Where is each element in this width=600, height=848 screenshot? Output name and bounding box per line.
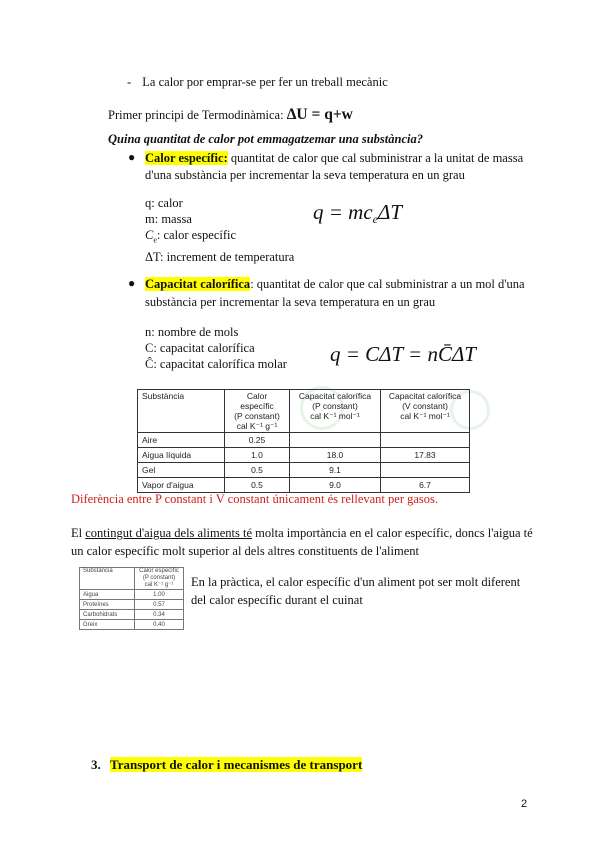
table-cell: Aigua líquida (138, 448, 225, 463)
table-row (80, 590, 184, 600)
table-cell: Carbohidrats (80, 610, 135, 620)
table-cell: 18.0 (290, 448, 381, 463)
table-row (80, 600, 184, 610)
dash-marker: - (127, 75, 132, 89)
specific-heat-variables (145, 195, 294, 265)
var-n: n: nombre de mols (145, 325, 239, 339)
table-cell: 0.34 (135, 610, 184, 620)
first-principle (108, 106, 353, 124)
section-number: 3. (91, 757, 101, 772)
practice-line-2: del calor específic durant el cuinat (191, 593, 363, 607)
heat-values-table (137, 389, 470, 493)
table-cell: 9.0 (290, 478, 381, 493)
var-ce-label: : calor específic (156, 228, 237, 242)
heat-capacity-variables (145, 324, 287, 372)
question-heading: Quina quantitat de calor pot emmagatzemar una substància? (108, 132, 423, 146)
table-row (138, 433, 470, 448)
specific-heat-term: Calor específic: (145, 151, 228, 165)
red-note: Diferència entre P constant i V constant únicament és rellevant per gasos. (71, 492, 439, 506)
table-header-cell: Capacitat calorífica (P constant) cal K⁻¹ mol⁻¹ (290, 390, 381, 433)
table-cell: Aire (138, 433, 225, 448)
specific-heat-definition (145, 150, 565, 184)
table-row (80, 610, 184, 620)
table-row (80, 620, 184, 630)
section-heading (91, 757, 362, 773)
table-cell: 0.40 (135, 620, 184, 630)
table-header-cell: Capacitat calorífica (V constant) cal K⁻¹ mol⁻¹ (381, 390, 470, 433)
table-cell: 0.5 (225, 478, 290, 493)
table-cell: 9.1 (290, 463, 381, 478)
ce-symbol: C (145, 228, 154, 242)
practice-text (191, 573, 531, 609)
section-title: Transport de calor i mecanismes de transport (110, 757, 363, 772)
table-cell (381, 463, 470, 478)
formula-main: q = mc (313, 200, 373, 224)
first-principle-equation: ΔU = q+w (286, 106, 353, 123)
water-text-underlined: contingut d'aigua dels aliments té (85, 526, 253, 540)
formula-subscript: e (372, 212, 378, 226)
water-text-2: molta importància en el calor específic (252, 526, 450, 540)
heat-values-table-container (137, 389, 470, 493)
bullet-icon: ● (128, 150, 136, 164)
specific-heat-formula (313, 200, 402, 227)
table-cell: 17.83 (381, 448, 470, 463)
table-cell: 0.25 (225, 433, 290, 448)
table-cell: Gel (138, 463, 225, 478)
table-cell: Proteïnes (80, 600, 135, 610)
var-delta-t: ΔT: increment de temperatura (145, 249, 295, 264)
formula-tail: ΔT (378, 200, 403, 224)
table-header-cell: Calor específic (P constant) cal K⁻¹ g⁻¹ (225, 390, 290, 433)
table-row (138, 448, 470, 463)
page-number: 2 (521, 798, 528, 810)
table-cell: Greix (80, 620, 135, 630)
table-row (138, 478, 470, 493)
table-cell: 0.5 (225, 463, 290, 478)
heat-capacity-formula: q = CΔT = nC̄ΔT (330, 342, 476, 366)
table-cell: 1.00 (135, 590, 184, 600)
table-cell: 0.57 (135, 600, 184, 610)
dash-item-text: La calor por emprar-se per fer un treball mecànic (142, 75, 388, 89)
water-text-line2: un calor específic molt superior al dels altres constituents de l'aliment (71, 544, 419, 558)
table-header-cell: Substància (80, 568, 135, 590)
water-text-3: , doncs l'aigua té (449, 526, 533, 540)
table-header-row (80, 568, 184, 590)
water-paragraph (71, 524, 541, 560)
bullet-icon: ● (128, 276, 136, 290)
table-header-cell: Substància (138, 390, 225, 433)
table-cell: 1.0 (225, 448, 290, 463)
heat-capacity-def-2: substància per incrementar la seva temperatura en un grau (145, 295, 436, 309)
first-principle-label: Primer principi de Termodinàmica: (108, 108, 287, 122)
table-cell: 6.7 (381, 478, 470, 493)
table-cell (290, 433, 381, 448)
water-text-1: El (71, 526, 86, 540)
food-heat-table-container (79, 567, 184, 630)
table-header-row (138, 390, 470, 433)
table-row (138, 463, 470, 478)
table-header-cell: Calor específic (P constant) cal K⁻¹ g⁻¹ (135, 568, 184, 590)
var-c: C: capacitat calorífica (145, 341, 255, 355)
table-cell: Vapor d'aigua (138, 478, 225, 493)
var-c-molar: Ĉ: capacitat calorífica molar (145, 357, 287, 371)
heat-capacity-definition (145, 275, 565, 311)
heat-capacity-term: Capacitat calorífica (145, 277, 251, 291)
food-heat-table (79, 567, 184, 630)
specific-heat-def-2: d'una substància per incrementar la seva temperatura en un grau (145, 168, 465, 182)
practice-line-1: En la pràctica, el calor específic d'un aliment pot ser molt diferent (191, 575, 521, 589)
ce-subscript: e (153, 235, 157, 245)
var-m: m: massa (145, 212, 192, 226)
table-cell: Aigua (80, 590, 135, 600)
dash-list-item (127, 75, 388, 90)
var-ce (145, 227, 294, 249)
specific-heat-def-1: quantitat de calor que cal subministrar a la unitat de massa (227, 151, 524, 165)
heat-capacity-def-1: : quantitat de calor que cal subministrar a un mol d'una (250, 277, 525, 291)
var-q: q: calor (145, 196, 183, 210)
table-cell (381, 433, 470, 448)
